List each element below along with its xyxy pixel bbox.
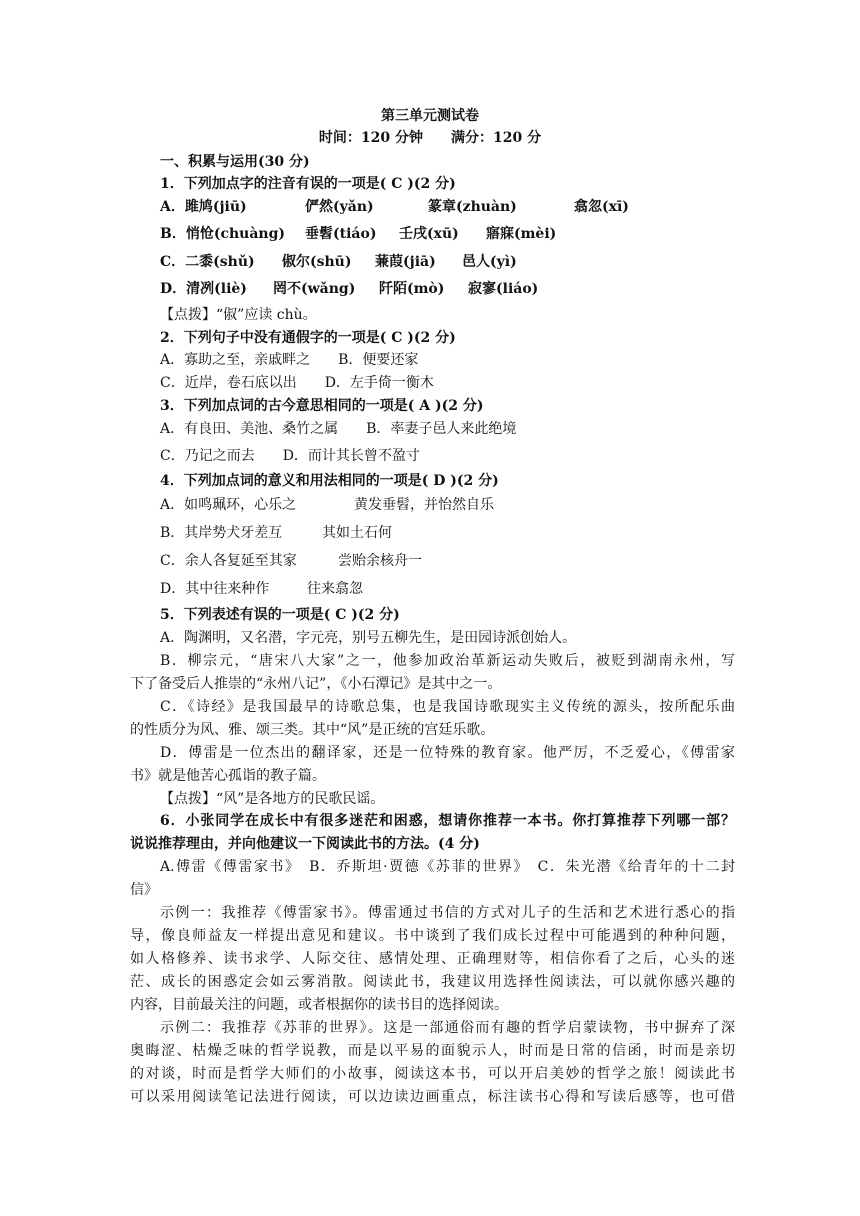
q6-options-line-2: 信》 bbox=[130, 882, 158, 898]
q2-options-line-2: C．近岸，卷石底以出 D．左手倚一衡木 bbox=[160, 375, 434, 391]
question-6-stem-line-2: 说说推荐理由，并向他建议一下阅读此书的方法。(4 分) bbox=[130, 836, 480, 852]
q1-tip: 【点拨】“俶”应读 chù。 bbox=[160, 307, 317, 323]
q6-example-2-line-1: 示例二：我推荐《苏菲的世界》。这是一部通俗而有趣的哲学启蒙读物，书中摒弃了深 bbox=[160, 1020, 735, 1036]
q6-options-line-1: A.傅雷《傅雷家书》 B．乔斯坦·贾德《苏菲的世界》 C．朱光潜《给青年的十二封 bbox=[160, 859, 735, 875]
q4-option-d-2: 往来翕忽 bbox=[307, 581, 363, 597]
q1-option-c-2: 俶尔(shū) bbox=[282, 254, 352, 270]
q5-option-b-line-2: 下了备受后人推崇的“永州八记”，《小石潭记》是其中之一。 bbox=[130, 676, 502, 692]
q4-option-b-1: B．其岸势犬牙差互 bbox=[160, 525, 283, 541]
question-1-stem: 1．下列加点字的注音有误的一项是( C )(2 分) bbox=[160, 176, 456, 192]
q1-option-d-3: 阡陌(mò) bbox=[379, 281, 445, 297]
q6-example-1-line-2: 导，像良师益友一样提出意见和建议。书中谈到了我们成长过程中可能遇到的种种问题， bbox=[130, 928, 735, 944]
q1-option-b-4: 寤寐(mèi) bbox=[486, 226, 557, 242]
q3-options-line-1: A．有良田、美池、桑竹之属 B．率妻子邑人来此绝境 bbox=[160, 421, 517, 437]
q1-option-d-2: 罔不(wǎng) bbox=[273, 281, 356, 297]
question-6-stem-line-1: 6．小张同学在成长中有很多迷茫和困惑，想请你推荐一本书。你打算推荐下列哪一部？ bbox=[160, 813, 735, 829]
q5-option-d-line-2: 书》就是他苦心孤诣的教子篇。 bbox=[130, 768, 326, 784]
q5-option-a: A．陶渊明，又名潜，字元亮，别号五柳先生，是田园诗派创始人。 bbox=[160, 630, 577, 646]
q1-option-b-3: 壬戌(xū) bbox=[399, 226, 459, 242]
q4-option-a-1: A．如鸣珮环，心乐之 bbox=[160, 497, 297, 513]
page-title: 第三单元测试卷 bbox=[381, 108, 479, 124]
exam-meta: 时间：120 分钟 满分：120 分 bbox=[318, 130, 542, 146]
q5-option-c-line-1: C．《诗经》是我国最早的诗歌总集，也是我国诗歌现实主义传统的源头，按所配乐曲 bbox=[160, 699, 735, 715]
section-heading: 一、积累与运用(30 分) bbox=[160, 154, 310, 170]
q4-option-c-1: C．余人各复延至其家 bbox=[160, 553, 297, 569]
q5-option-c-line-2: 的性质分为风、雅、颂三类。其中“风”是正统的宫廷乐歌。 bbox=[130, 722, 495, 738]
q6-example-2-line-2: 奥晦涩、枯燥乏味的哲学说教，而是以平易的面貌示人，时而是日常的信函，时而是亲切 bbox=[130, 1043, 735, 1059]
q1-option-b-1: B．悄怆(chuàng) bbox=[160, 226, 286, 242]
q6-example-2-line-4: 可以采用阅读笔记法进行阅读，可以边读边画重点，标注读书心得和写读后感等，也可借 bbox=[130, 1089, 735, 1105]
q6-example-1-line-4: 茫、成长的困惑定会如云雾消散。阅读此书，我建议用选择性阅读法，可以就你感兴趣的 bbox=[130, 974, 735, 990]
question-2-stem: 2．下列句子中没有通假字的一项是( C )(2 分) bbox=[160, 330, 456, 346]
question-4-stem: 4．下列加点词的意义和用法相同的一项是( D )(2 分) bbox=[160, 473, 499, 489]
q1-option-a-4: 翕忽(xī) bbox=[574, 199, 629, 215]
q6-example-1-line-1: 示例一：我推荐《傅雷家书》。傅雷通过书信的方式对儿子的生活和艺术进行悉心的指 bbox=[160, 905, 735, 921]
q6-example-2-line-3: 的对谈，时而是哲学大师们的小故事，阅读这本书，可以开启美妙的哲学之旅！阅读此书 bbox=[130, 1066, 735, 1082]
q3-options-line-2: C．乃记之而去 D．而计其长曾不盈寸 bbox=[160, 448, 420, 464]
q1-option-d-1: D．清冽(liè) bbox=[160, 281, 247, 297]
q1-option-a-1: A．雎鸠(jiū) bbox=[160, 199, 247, 215]
q1-option-c-3: 蒹葭(jiā) bbox=[375, 254, 436, 270]
q6-example-1-line-3: 如人格修养、读书求学、人际交往、感情处理、正确理财等，相信你看了之后，心头的迷 bbox=[130, 951, 735, 967]
q6-example-1-line-5: 内容，目前最关注的问题，或者根据你的读书目的选择阅读。 bbox=[130, 997, 508, 1013]
question-3-stem: 3．下列加点词的古今意思相同的一项是( A )(2 分) bbox=[160, 398, 484, 414]
q1-option-c-4: 邑人(yì) bbox=[462, 254, 517, 270]
q4-option-b-2: 其如土石何 bbox=[322, 525, 392, 541]
q4-option-d-1: D．其中往来种作 bbox=[160, 581, 270, 597]
q2-options-line-1: A．寡助之至，亲戚畔之 B．便要还家 bbox=[160, 352, 419, 368]
q5-tip: 【点拨】“风”是各地方的民歌民谣。 bbox=[160, 791, 385, 807]
q1-option-a-2: 俨然(yǎn) bbox=[305, 199, 374, 215]
q1-option-b-2: 垂髫(tiáo) bbox=[305, 226, 377, 242]
q4-option-c-2: 尝贻余核舟一 bbox=[338, 553, 422, 569]
q5-option-b-line-1: B．柳宗元，“唐宋八大家”之一，他参加政治革新运动失败后，被贬到湖南永州，写 bbox=[160, 653, 735, 669]
q1-option-d-4: 寂寥(liáo) bbox=[468, 281, 539, 297]
q4-option-a-2: 黄发垂髫，并怡然自乐 bbox=[354, 497, 494, 513]
q1-option-a-3: 篆章(zhuàn) bbox=[428, 199, 517, 215]
q5-option-d-line-1: D．傅雷是一位杰出的翻译家，还是一位特殊的教育家。他严厉，不乏爱心，《傅雷家 bbox=[160, 745, 735, 761]
q1-option-c-1: C．二黍(shǔ) bbox=[160, 254, 255, 270]
question-5-stem: 5．下列表述有误的一项是( C )(2 分) bbox=[160, 607, 400, 623]
